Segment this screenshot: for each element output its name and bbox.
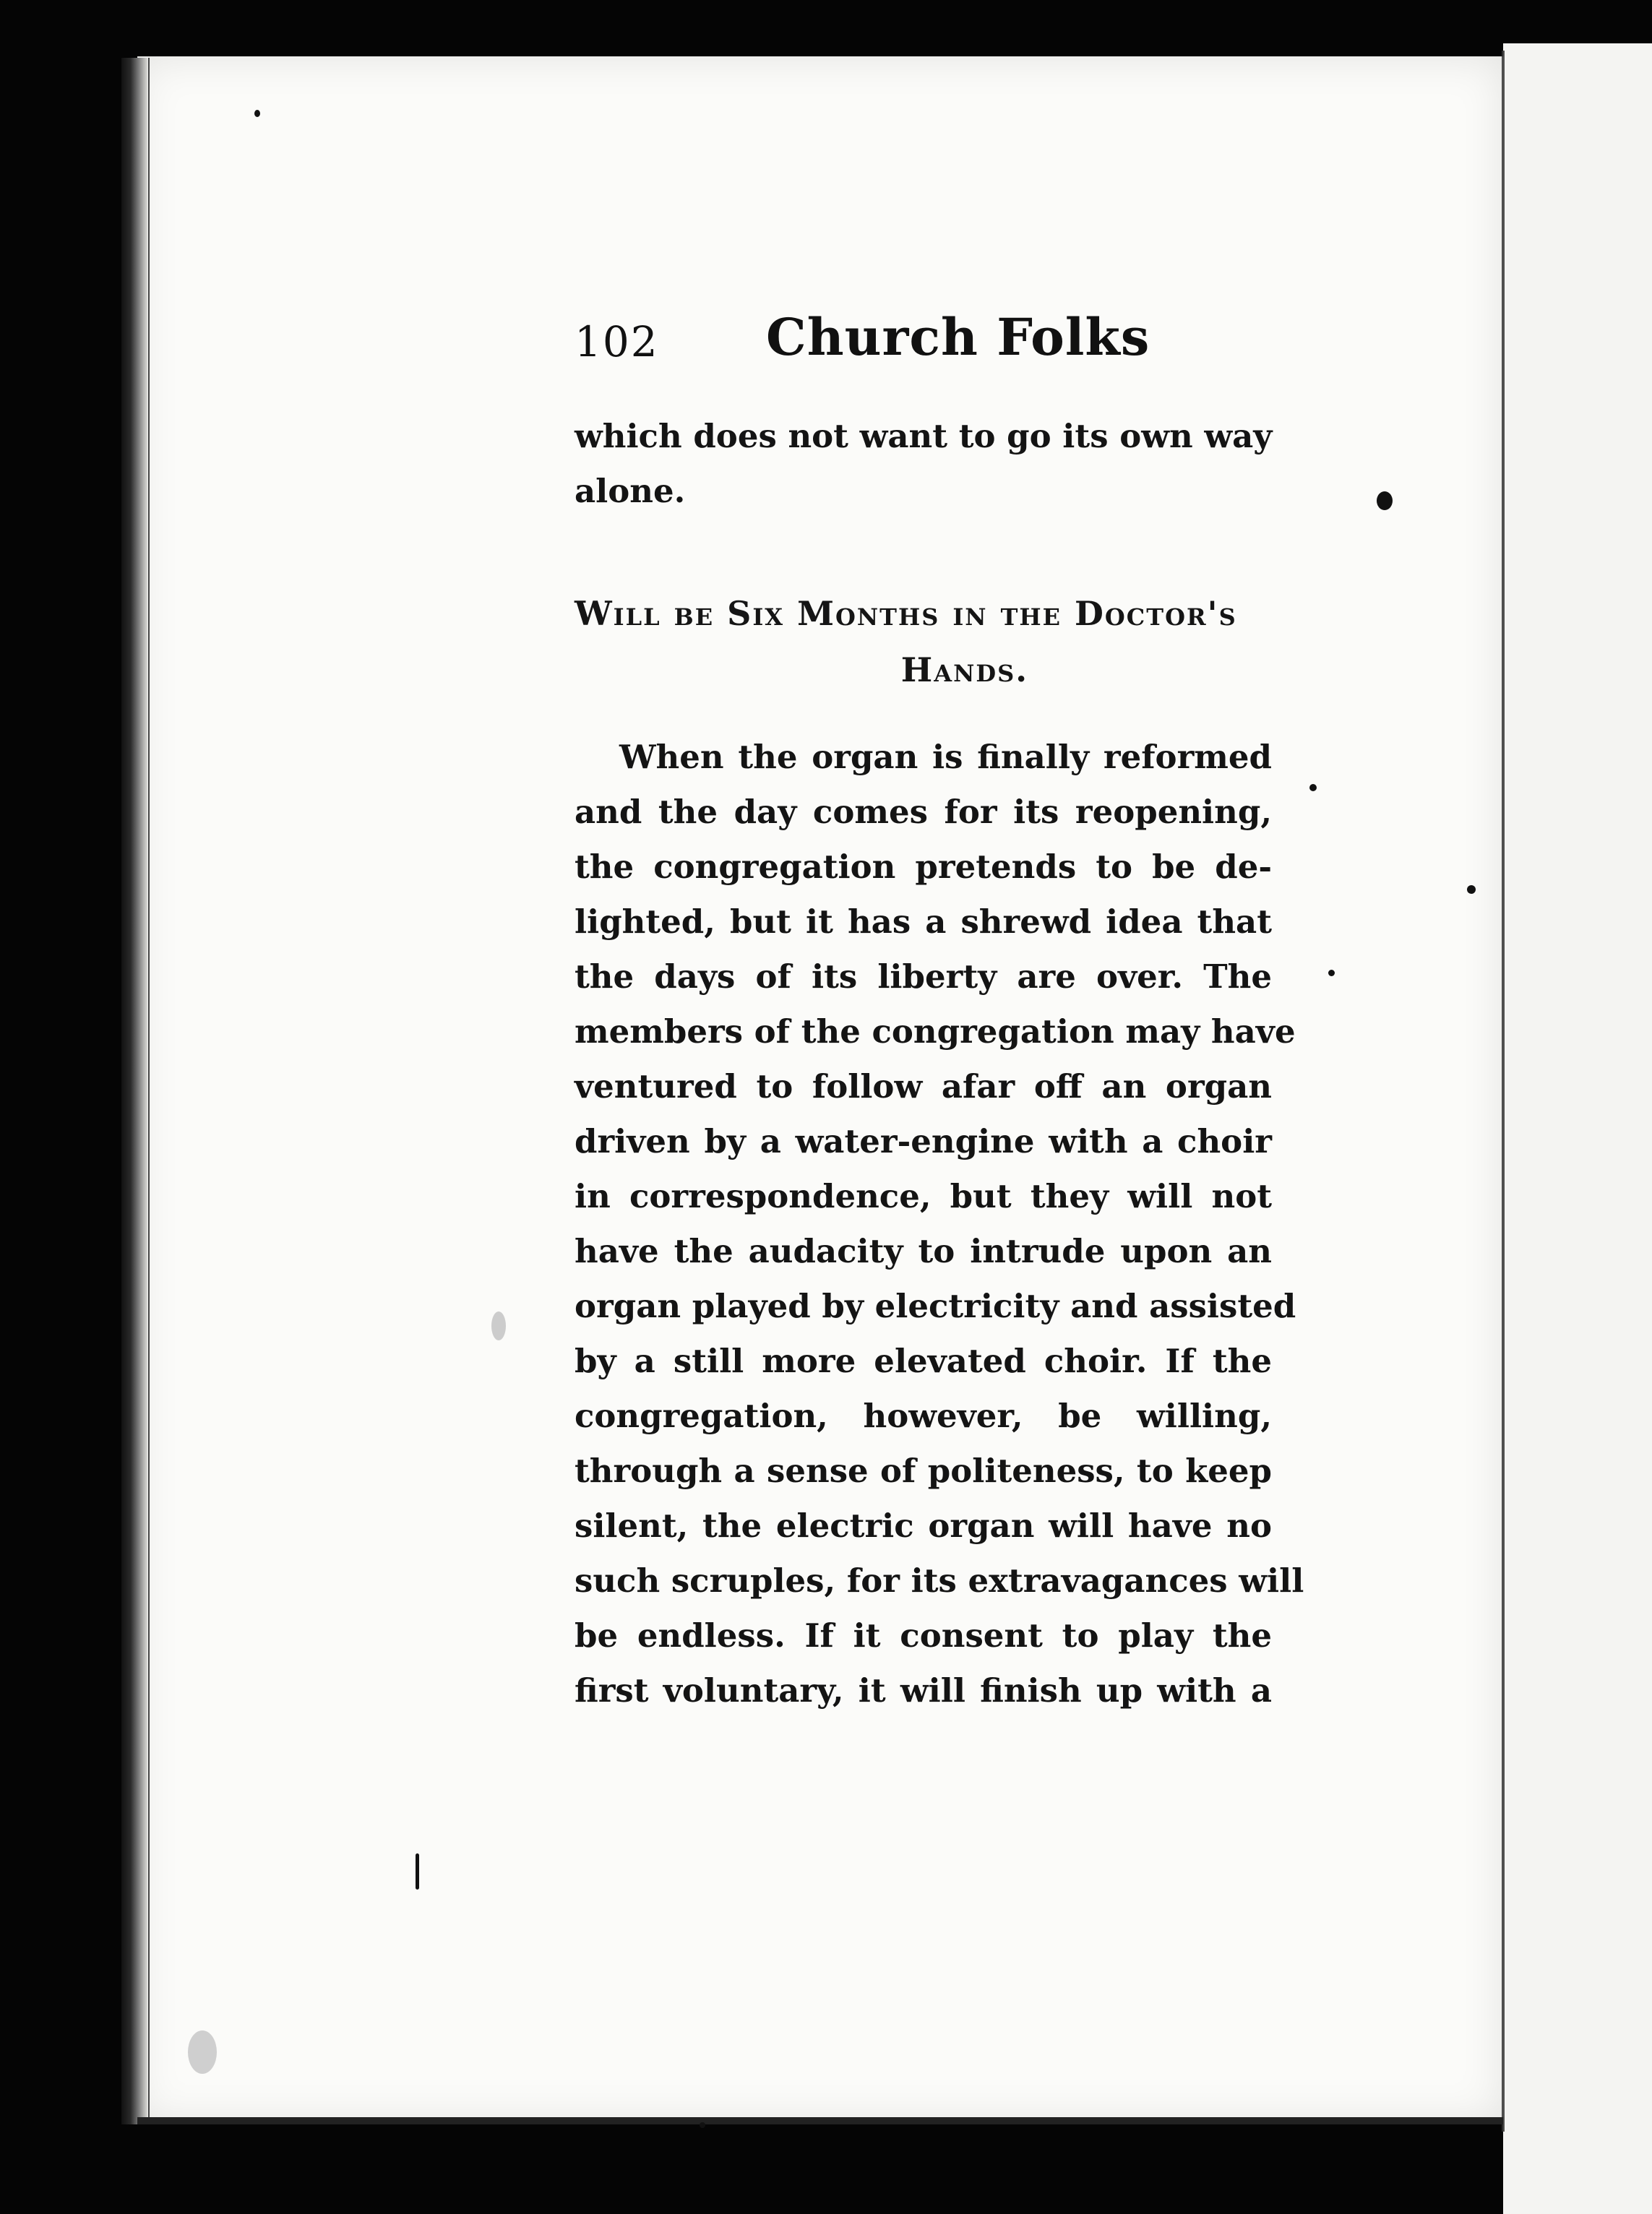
text-line: the congregation pretends to be de- — [575, 848, 1272, 886]
text-line: through a sense of politeness, to keep — [575, 1452, 1272, 1490]
text-line: lighted, but it has a shrewd idea that — [575, 903, 1272, 941]
page-bottom-edge — [137, 2117, 1503, 2124]
section-heading — [575, 585, 1275, 698]
text-line: which does not want to go its own way — [575, 417, 1273, 455]
text-line: have the audacity to intrude upon an — [575, 1232, 1272, 1270]
carryover-paragraph — [575, 409, 1272, 519]
ink-speck — [254, 110, 260, 117]
ink-speck — [1328, 970, 1335, 976]
ink-speck — [1377, 491, 1393, 510]
text-line: When the organ is finally reformed — [619, 738, 1272, 776]
text-line: alone. — [575, 472, 686, 510]
text-line: in correspondence, but they will not — [575, 1177, 1272, 1215]
text-line: members of the congregation may have — [575, 1012, 1296, 1051]
text-line: congregation, however, be willing, — [575, 1397, 1272, 1435]
running-title: Church Folks — [766, 307, 1150, 367]
text-line: ventured to follow afar off an organ — [575, 1067, 1272, 1106]
text-line: such scruples, for its extravagances will — [575, 1562, 1304, 1600]
section-heading-line: Hands. — [900, 650, 1029, 689]
page-binding-shadow — [121, 58, 147, 2124]
text-line: driven by a water-engine with a choir — [575, 1122, 1272, 1160]
facing-page-edge — [1503, 43, 1652, 2214]
ink-speck — [188, 2030, 217, 2074]
ink-speck — [1467, 885, 1476, 894]
text-line: by a still more elevated choir. If the — [575, 1342, 1272, 1380]
text-line: the days of its liberty are over. The — [575, 957, 1272, 996]
ink-speck — [1309, 784, 1317, 791]
ink-speck — [416, 1853, 419, 1890]
text-line: silent, the electric organ will have no — [575, 1507, 1272, 1545]
text-line: organ played by electricity and assisted — [575, 1287, 1296, 1325]
ink-speck — [700, 2122, 705, 2128]
ink-speck — [491, 1311, 506, 1340]
body-paragraph — [575, 730, 1304, 1718]
gutter-line — [1502, 51, 1505, 2132]
text-line: be endless. If it consent to play the — [575, 1616, 1272, 1655]
page-number: 102 — [575, 317, 659, 366]
page-edge-line — [148, 58, 150, 2124]
text-line: and the day comes for its reopening, — [575, 793, 1272, 831]
running-head — [575, 307, 1167, 365]
text-line: first voluntary, it will finish up with a — [575, 1671, 1272, 1710]
section-heading-line: Will be Six Months in the Doctor's — [575, 594, 1237, 633]
